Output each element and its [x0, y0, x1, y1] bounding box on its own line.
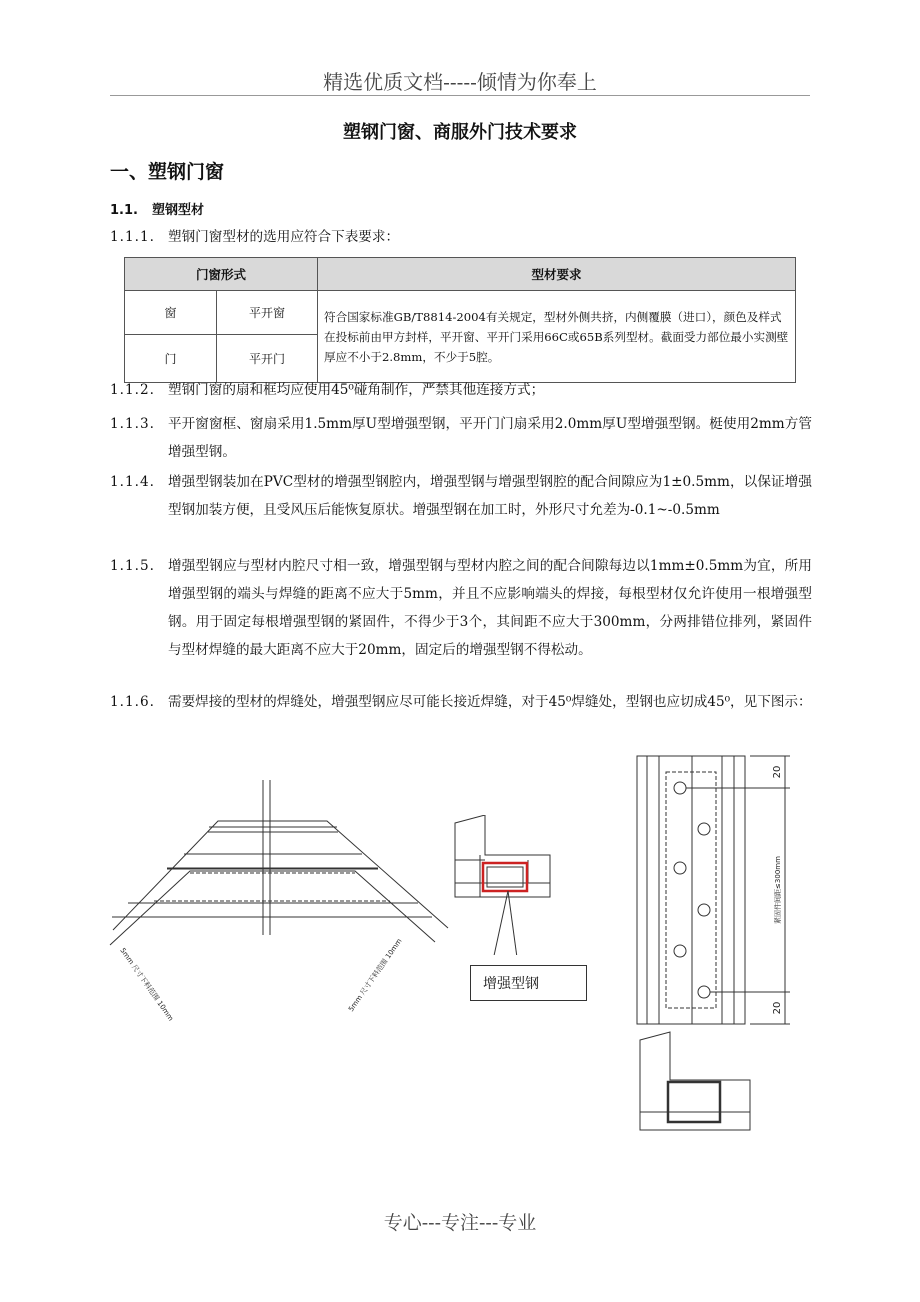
reinforcement-callout: 增强型钢	[470, 965, 587, 1001]
cell-type: 窗	[125, 291, 217, 335]
subsection-number: 1.1.	[110, 203, 138, 218]
clause-number: 1.1.1.	[110, 229, 155, 245]
table-row	[125, 291, 796, 335]
subsection-label: 塑钢型材	[151, 203, 204, 218]
right-cut-note: 5mm 尺寸下料范围 10mm	[347, 937, 404, 1014]
table-header-requirement: 型材要求	[318, 258, 796, 291]
cell-requirement: 符合国家标准GB/T8814-2004有关规定，型材外侧共挤，内侧覆膜（进口），颜色及样式在投标前由甲方封样，平开窗、平开门采用66C或65B系列型材。截面受力部位最小实测壁厚应不小于2.8mm，不少于5腔。	[318, 291, 796, 383]
paragraph-1-1-5	[110, 552, 812, 664]
clause-text: 塑钢门窗型材的选用应符合下表要求：	[168, 229, 400, 245]
cell-style: 平开门	[217, 335, 318, 383]
section-heading: 一、塑钢门窗	[110, 161, 225, 183]
page-footer: 专心---专注---专业	[383, 1212, 537, 1234]
document-title: 塑钢门窗、商服外门技术要求	[343, 122, 577, 143]
fastener-layout-diagram	[630, 750, 810, 1150]
header-divider	[110, 95, 810, 96]
dim-top: 20	[772, 765, 783, 779]
cell-style: 平开窗	[217, 291, 318, 335]
weld-cut-diagram	[80, 750, 460, 1030]
page-header: 精选优质文档-----倾情为你奉上	[323, 70, 597, 94]
subsection-heading	[110, 199, 218, 218]
clause-text: 增强型钢应与型材内腔尺寸相一致，增强型钢与型材内腔之间的配合间隙每边以1mm±0.5mm为宜，所用增强型钢的端头与焊缝的距离不应大于5mm，并且不应影响端头的焊接，每根型材仅允许使用一根增强型钢。用于固定每根增强型钢的紧固件，不得少于3个，其间距不应大于300mm，分两排错位排列，紧固件与型材焊缝的最大距离不应大于20mm，固定后的增强型钢不得松动。	[168, 558, 812, 658]
clause-number: 1.1.6.	[110, 694, 155, 710]
cell-type: 门	[125, 335, 217, 383]
paragraph-1-1-3	[110, 410, 812, 466]
paragraph-1-1-2	[110, 376, 812, 404]
left-cut-note: 5mm 尺寸下料范围 10mm	[118, 946, 175, 1023]
paragraph-1-1-6	[110, 688, 812, 716]
paragraph-1-1-1	[110, 223, 812, 251]
clause-text: 需要焊接的型材的焊缝处，增强型钢应尽可能长接近焊缝，对于45⁰焊缝处，型钢也应切成45⁰，见下图示：	[168, 694, 812, 710]
clause-text: 增强型钢装加在PVC型材的增强型钢腔内，增强型钢与增强型钢腔的配合间隙应为1±0.5mm，以保证增强型钢加装方便，且受风压后能恢复原状。增强型钢在加工时，外形尺寸允差为-0.1~-0.5mm	[168, 474, 812, 518]
paragraph-1-1-4	[110, 468, 812, 524]
dim-bottom: 20	[772, 1001, 783, 1015]
clause-number: 1.1.5.	[110, 558, 155, 574]
table-header-form: 门窗形式	[125, 258, 318, 291]
clause-number: 1.1.3.	[110, 416, 155, 432]
clause-text: 塑钢门窗的扇和框均应使用45⁰碰角制作，严禁其他连接方式；	[168, 382, 545, 398]
clause-text: 平开窗窗框、窗扇采用1.5mm厚U型增强型钢，平开门门扇采用2.0mm厚U型增强型钢。梃使用2mm方管增强型钢。	[168, 416, 812, 460]
dim-spacing: 紧固件间距≤300mm	[774, 856, 782, 924]
clause-number: 1.1.4.	[110, 474, 155, 490]
clause-number: 1.1.2.	[110, 382, 155, 398]
profile-section-diagram	[450, 815, 560, 955]
profile-requirements-table	[124, 257, 796, 383]
